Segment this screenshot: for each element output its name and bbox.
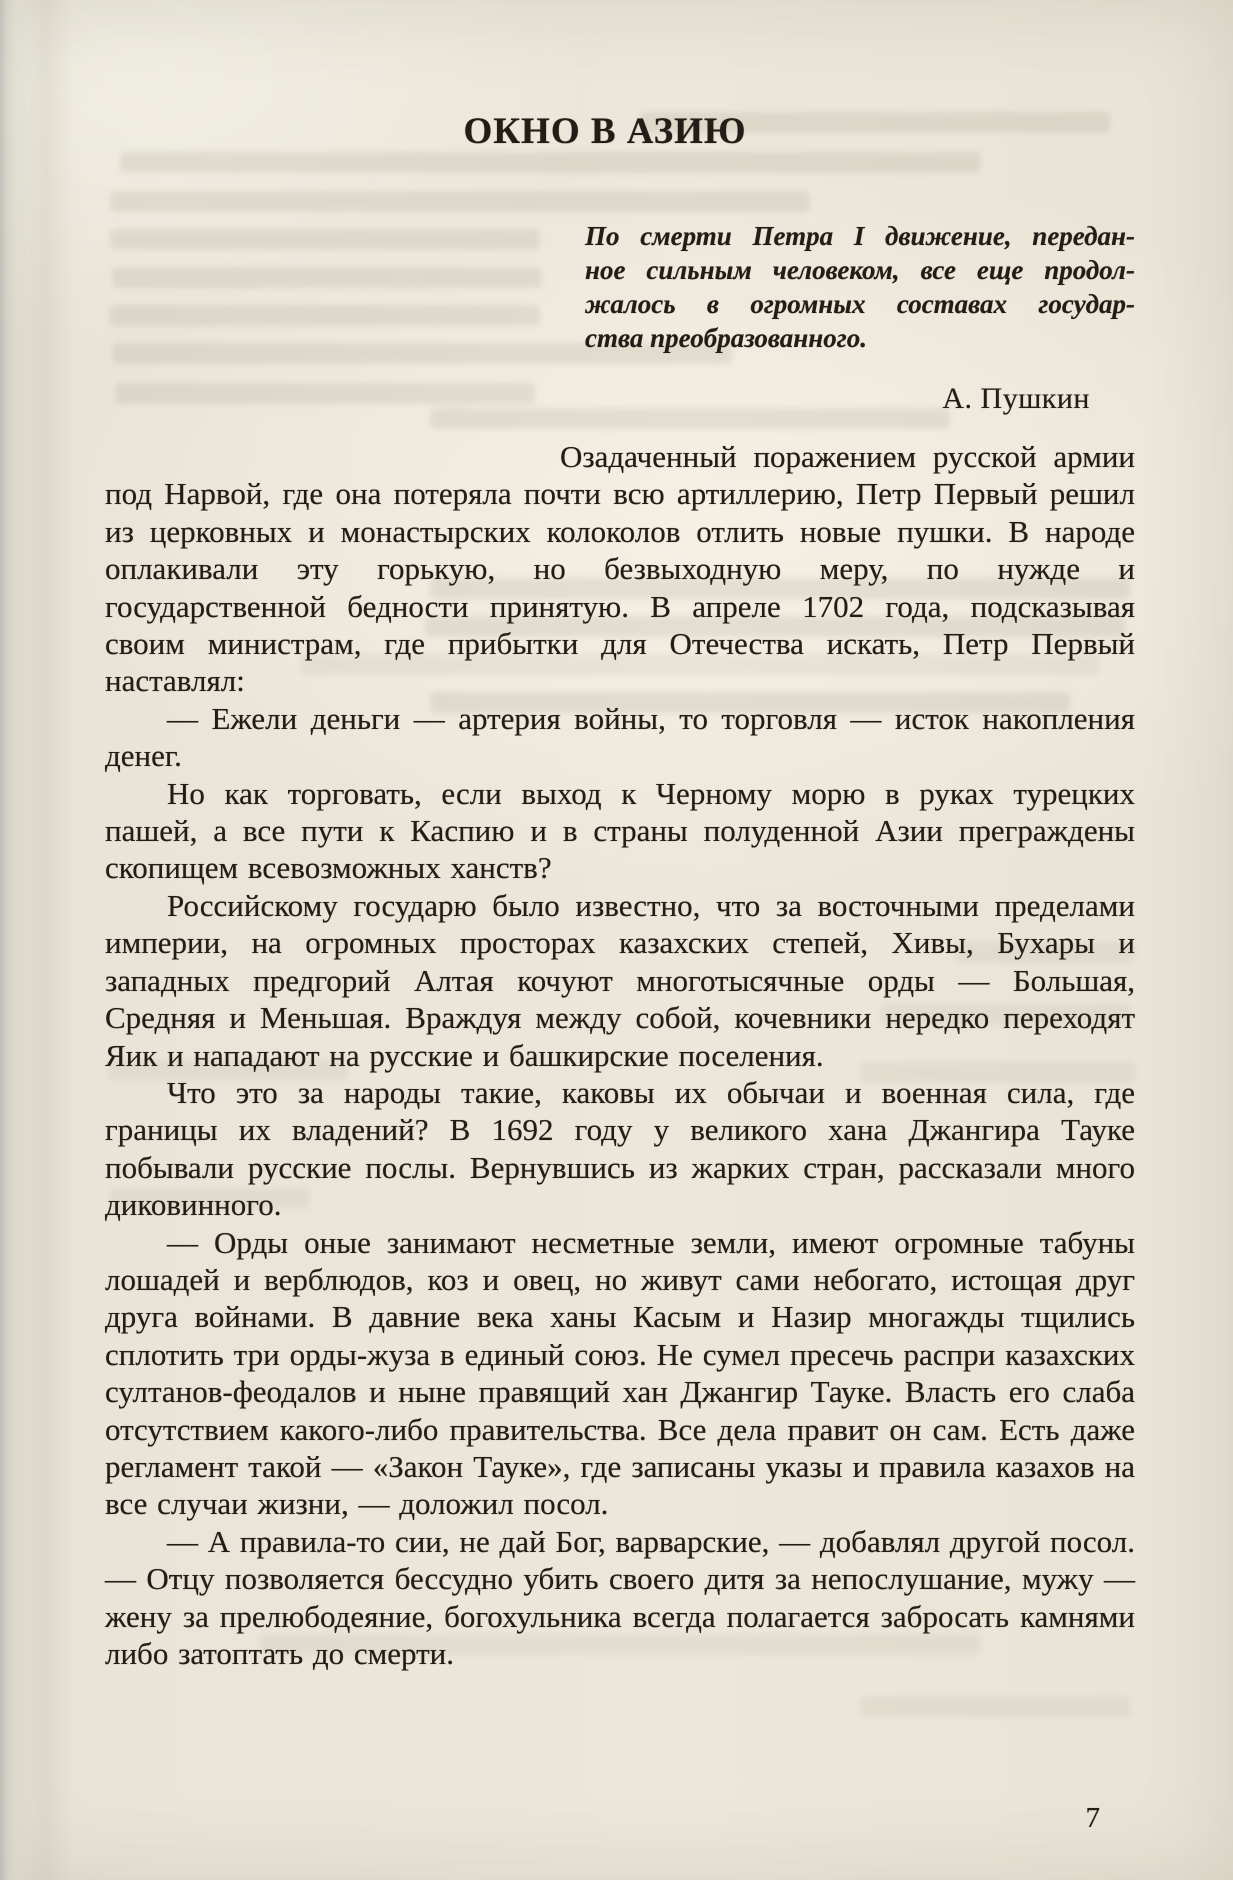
body-paragraph: — А правила-то сии, не дай Бог, варварские, — добавлял другой посол. — Отцу позволяется бессудно убить своего дитя за непослушание, мужу — жену за прелюбодеяние, богохульника всегда полагается забросать камнями либо затоптать до смерти. bbox=[105, 1523, 1135, 1671]
bleedthrough-artifact bbox=[115, 383, 535, 404]
body-paragraph: Озадаченный поражением русской армии под Нарвой, где она потеряла почти всю артиллерию, Петр Первый решил из церковных и монастырских колоколов отлить новые пушки. В народе оплакивали эту горькую, но безвыходную меру, по нужде и государственной бедности принятую. В апреле 1702 года, подсказывая своим министрам, где прибытки для Отечества искать, Петр Первый наставлял: bbox=[105, 439, 1135, 699]
epigraph-line: ства преобразованного. bbox=[585, 323, 867, 353]
bleedthrough-artifact bbox=[110, 191, 810, 212]
body-paragraph: Что это за народы такие, каковы их обычаи и военная сила, где границы их владений? В 1692 году у великого хана Джангира Тауке побывали русские послы. Вернувшись из жарких стран, рассказали много диковинного. bbox=[105, 1074, 1135, 1223]
bleedthrough-artifact bbox=[120, 152, 980, 173]
bleedthrough-artifact bbox=[110, 229, 540, 250]
chapter-title: ОКНО В АЗИЮ bbox=[463, 111, 747, 152]
body-paragraph: Но как торговать, если выход к Черному морю в руках турецких пашей, а все пути к Каспию и в страны полуденной Азии преграждены скопищем всевозможных ханств? bbox=[105, 775, 1135, 886]
body-text bbox=[105, 438, 1135, 1672]
body-paragraph: — Ежели деньги — артерия войны, то торговля — исток накопления денег. bbox=[105, 700, 1135, 774]
body-paragraph: — Орды оные занимают несметные земли, имеют огромные табуны лошадей и верблюдов, коз и овец, но живут сами небогато, истощая друг друга войнами. В давние века ханы Касым и Назир многажды тщились сплотить три орды-жуза в единый союз. Не сумел пресечь распри казахских султанов-феодалов и ныне правящий хан Джангир Тауке. Власть его слаба отсутствием какого-либо правительства. Все дела правит он сам. Есть даже регламент такой — «Закон Тауке», где записаны указы и правила казахов на все случаи жизни, — доложил посол. bbox=[105, 1224, 1135, 1522]
epigraph-line: жалось в огромных составах государ- bbox=[585, 289, 1135, 319]
epigraph bbox=[585, 219, 1135, 355]
page-number: 7 bbox=[1085, 1802, 1100, 1834]
bleedthrough-artifact bbox=[110, 305, 540, 326]
epigraph-line: По смерти Петра I движение, передан- bbox=[585, 221, 1135, 251]
epigraph-attribution: А. Пушкин bbox=[942, 382, 1090, 415]
epigraph-line: ное сильным человеком, все еще продол- bbox=[585, 255, 1135, 285]
bleedthrough-artifact bbox=[112, 267, 542, 288]
page-crease bbox=[28, 0, 74, 1880]
bleedthrough-artifact bbox=[860, 1696, 1130, 1717]
page-edge-shadow bbox=[0, 0, 30, 1880]
body-paragraph: Российскому государю было известно, что за восточными пределами империи, на огромных просторах казахских степей, Хивы, Бухары и западных предгорий Алтая кочуют многотысячные орды — Большая, Средняя и Меньшая. Враждуя между собой, кочевники нередко переходят Яик и нападают на русские и башкирские поселения. bbox=[105, 887, 1135, 1073]
bleedthrough-artifact bbox=[430, 408, 950, 429]
